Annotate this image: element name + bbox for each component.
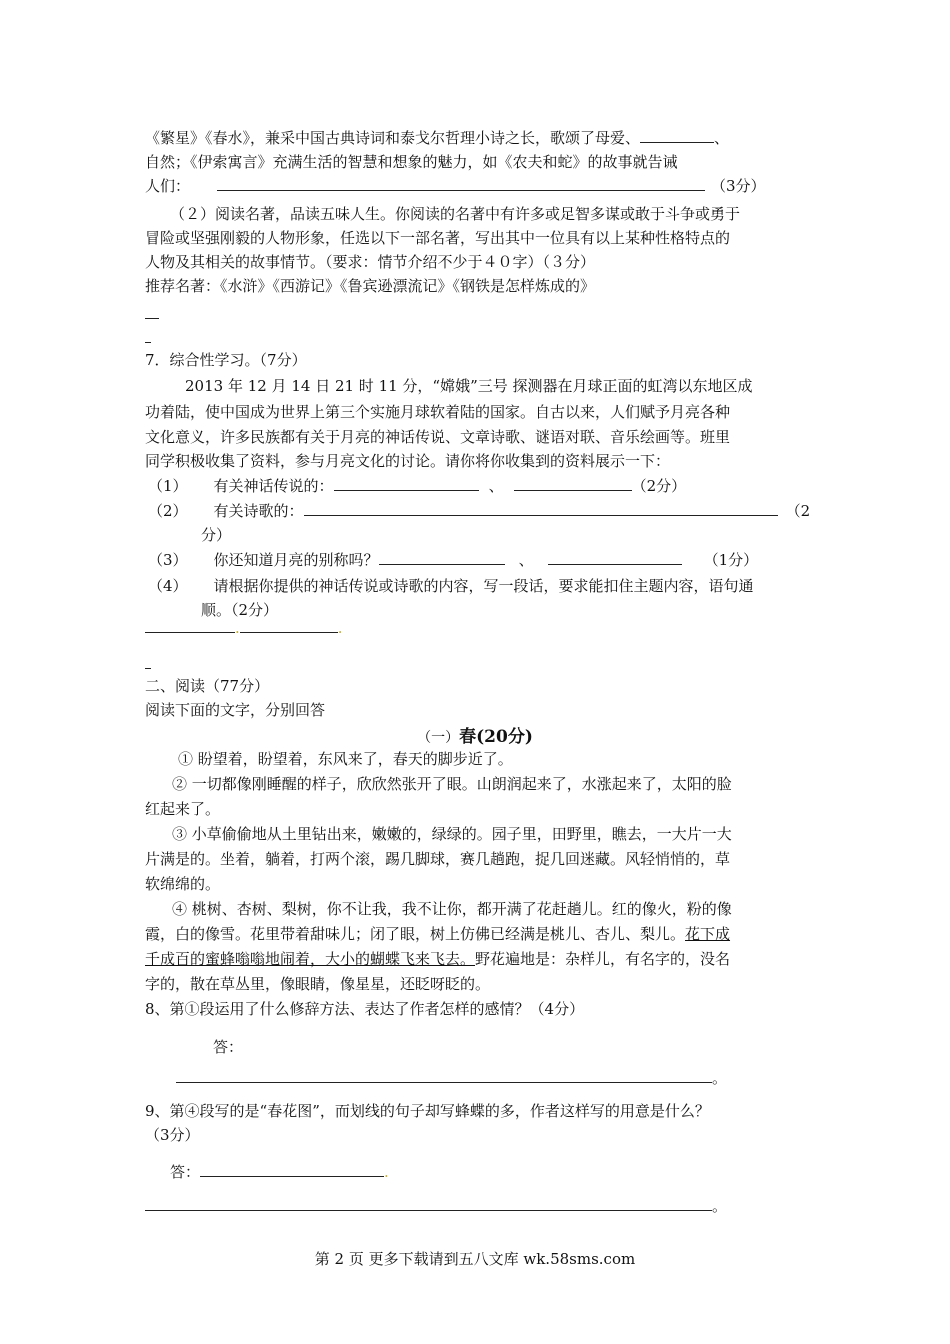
answer-blank[interactable]: [145, 618, 235, 633]
page-footer: 第 2 页 更多下载请到五八文库 wk.58sms.com: [314, 1250, 636, 1268]
q8-answer-line: 。: [176, 1068, 727, 1088]
section2-heading: 二、阅读（77分）: [145, 677, 270, 695]
passage-title: （一）春(20分): [417, 727, 533, 747]
q6-p2-line3: 人物及其相关的故事情节。（要求：情节介绍不少于４０字）（３分）: [145, 253, 596, 271]
section2-instruction: 阅读下面的文字，分别回答: [145, 701, 326, 719]
q7-answer-lines: [145, 618, 343, 638]
passage-para-3-line2: 片满是的。坐着，躺着，打两个滚，踢几脚球，赛几趟跑，捉几回迷藏。风轻悄悄的，草: [145, 850, 731, 868]
q6-p2-line2: 冒险或坚强刚毅的人物形象，任选以下一部名著，写出其中一位具有以上某种性格特点的: [145, 229, 731, 247]
q9-question-line1: 9、第④段写的是“春花图”，而划线的句子却写蜂蝶的多，作者这样写的用意是什么？: [145, 1102, 710, 1120]
q6-line1: 《繁星》《春水》，兼采中国古典诗词和泰戈尔哲理小诗之长，歌颂了母爱、 、: [145, 129, 730, 147]
q7-intro-line1: 2013 年 12 月 14 日 21 时 11 分，“嫦娥”三号 探测器在月球正面的虹湾以东地区成: [185, 377, 753, 395]
answer-blank[interactable]: [145, 1196, 712, 1211]
q7-item-2: （2） 有关诗歌的： （2: [148, 502, 811, 520]
answer-blank[interactable]: [334, 476, 479, 491]
q9-answer: 答： .: [170, 1163, 389, 1181]
answer-blank[interactable]: [240, 618, 338, 633]
answer-blank[interactable]: [200, 1162, 384, 1177]
answer-blank[interactable]: [640, 128, 714, 143]
answer-blank[interactable]: [304, 501, 778, 516]
q7-intro-line3: 文化意义，许多民族都有关于月亮的神话传说、文章诗歌、谜语对联、音乐绘画等。班里: [145, 428, 731, 446]
q7-item-4: （4） 请根据你提供的神话传说或诗歌的内容，写一段话，要求能扣住主题内容，语句通: [148, 577, 754, 595]
answer-line-stub[interactable]: [145, 318, 159, 319]
q6-line2: 自然；《伊索寓言》充满生活的智慧和想象的魅力，如《农夫和蛇》的故事就告诫: [145, 153, 678, 171]
q7-intro-line2: 功着陆，使中国成为世界上第三个实施月球软着陆的国家。自古以来，人们赋予月亮各种: [145, 403, 731, 421]
answer-blank[interactable]: [379, 550, 505, 565]
dot-mark: .: [337, 619, 343, 637]
q9-answer-line: 。: [145, 1196, 727, 1216]
dot-mark: .: [384, 1163, 389, 1181]
q7-heading: 7．综合性学习。（7分）: [145, 351, 307, 369]
q7-item-2-cont: 分）: [201, 526, 232, 544]
passage-para-4-line4: 字的，散在草丛里，像眼睛，像星星，还眨呀眨的。: [145, 975, 491, 993]
q8-question: 8、第①段运用了什么修辞方法、表达了作者怎样的感情？（4分）: [145, 1000, 585, 1018]
q7-intro-line4: 同学积极收集了资料，参与月亮文化的讨论。请你将你收集到的资料展示一下：: [145, 452, 671, 470]
passage-para-2-line2: 红起来了。: [145, 800, 221, 818]
passage-para-3-line3: 软绵绵的。: [145, 875, 221, 893]
passage-para-4-line1: ④ 桃树、杏树、梨树，你不让我，我不让你，都开满了花赶趟儿。红的像火，粉的像: [172, 900, 732, 918]
q6-p2-line1: （２）阅读名著，品读五味人生。你阅读的名著中有许多或足智多谋或敢于斗争或勇于: [170, 205, 741, 223]
answer-blank[interactable]: [548, 550, 682, 565]
dot-mark: .: [235, 619, 240, 637]
q7-item-3: （3） 你还知道月亮的别称吗？ 、 （1分）: [148, 551, 759, 569]
passage-para-4-line2: 霞，白的像雪。花里带着甜味儿；闭了眼，树上仿佛已经满是桃儿、杏儿、梨儿。花下成: [145, 925, 731, 943]
passage-para-4-line3: 千成百的蜜蜂嗡嗡地闹着，大小的蝴蝶飞来飞去。野花遍地是：杂样儿，有名字的，没名: [145, 950, 731, 968]
passage-para-2-line1: ② 一切都像刚睡醒的样子，欣欣然张开了眼。山朗润起来了，水涨起来了，太阳的脸: [172, 775, 732, 793]
answer-blank[interactable]: [176, 1068, 712, 1083]
passage-para-1: ① 盼望着，盼望着，东风来了，春天的脚步近了。: [178, 750, 513, 768]
q6-line3: 人们： （3分）: [145, 177, 766, 195]
answer-line-stub[interactable]: [145, 342, 151, 343]
q7-item-4-cont: 顺。（2分）: [201, 601, 279, 619]
answer-blank[interactable]: [217, 176, 705, 191]
q8-answer-label: 答：: [213, 1038, 244, 1056]
answer-blank[interactable]: [514, 476, 632, 491]
recommended-books: 推荐名著：《水浒》《西游记》《鲁宾逊漂流记》《钢铁是怎样炼成的》: [145, 277, 596, 295]
q7-item-1: （1） 有关神话传说的： 、 （2分）: [148, 477, 687, 495]
answer-line-stub[interactable]: [145, 668, 151, 669]
passage-para-3-line1: ③ 小草偷偷地从土里钻出来，嫩嫩的，绿绿的。园子里，田野里，瞧去，一大片一大: [172, 825, 732, 843]
q9-question-line2: （3分）: [145, 1126, 200, 1144]
